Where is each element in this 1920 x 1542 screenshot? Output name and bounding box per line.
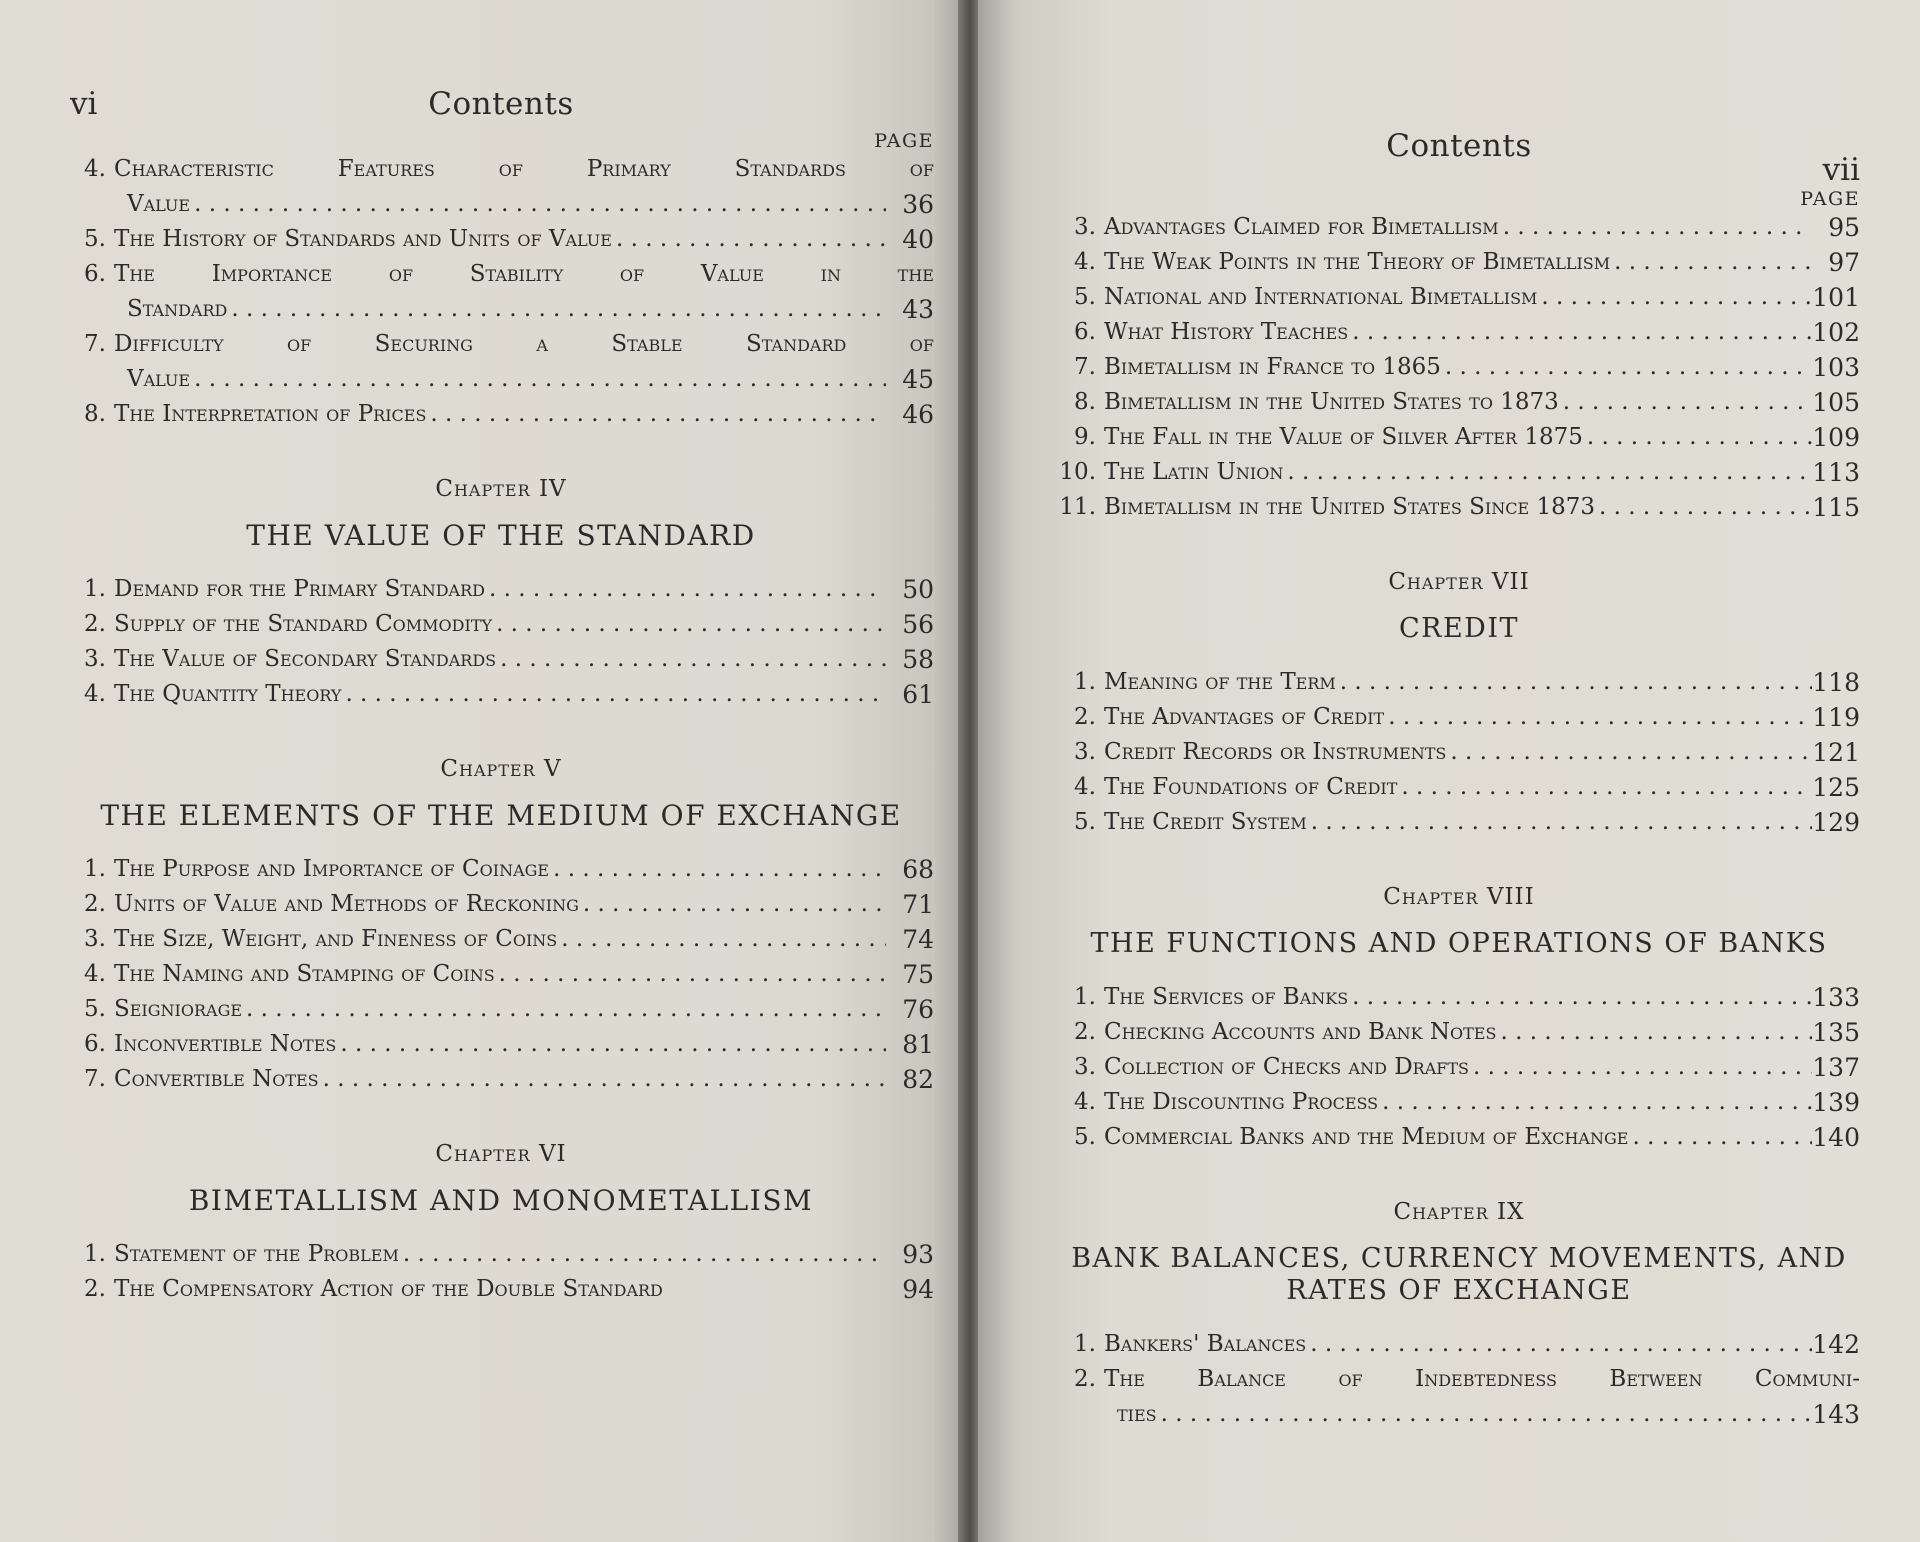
section-title: The Advantages of Credit [1104,704,1385,730]
dot-leader [1378,1085,1812,1120]
toc-entry-line [1058,700,1860,735]
section-title: Units of Value and Methods of Reckoning [114,891,579,917]
section-title: The Services of Banks [1104,984,1349,1010]
chapter-title: THE FUNCTIONS AND OPERATIONS OF BANKS [1090,928,1828,959]
section-title: Collection of Checks and Drafts [1104,1054,1470,1080]
section-title: The Naming and Stamping of Coins [114,961,495,987]
section-page: 133 [1812,983,1860,1012]
toc-entry [68,957,934,992]
toc-entry-line [1058,735,1860,770]
section-title: The Size, Weight, and Fineness of Coins [114,926,558,952]
toc-entry-line [1058,770,1860,805]
chapter-label: Chapter IV [435,476,567,502]
section-page: 94 [902,1275,934,1304]
page-number: vi [70,86,98,122]
section-page: 137 [1812,1053,1860,1082]
toc-entry-line [1058,665,1860,700]
section-page: 143 [1812,1400,1860,1429]
section-number: 4. [84,961,106,987]
section-page: 102 [1812,318,1860,347]
toc-entry [1058,665,1860,700]
toc-entry-second-line [68,362,934,397]
section-title: The History of Standards and Units of Value [114,226,612,252]
toc-entry-line [1058,315,1860,350]
section-title: Statement of the Problem [114,1241,399,1267]
toc-entry [68,1272,934,1307]
section-title: The Credit System [1104,809,1307,835]
dot-leader [341,677,886,712]
section-page: 113 [1812,458,1860,487]
dot-leader [1157,1397,1812,1432]
dot-leader [557,922,886,957]
section-title: Seigniorage [114,996,243,1022]
section-number: 6. [1074,319,1096,345]
dot-leader [1469,1050,1812,1085]
running-head: Contents [1386,128,1532,164]
section-page: 129 [1812,808,1860,837]
section-number: 2. [1074,1019,1096,1045]
toc-entry [1058,735,1860,770]
section-number: 2. [1074,704,1096,730]
section-title: The Importance of Stability of Value in the [114,261,934,287]
toc-entry-line [1058,1015,1860,1050]
section-number: 1. [1074,984,1096,1010]
section-page: 61 [902,680,934,709]
toc-entry-line [1058,805,1860,840]
section-page: 75 [902,960,934,989]
section-title: The Purpose and Importance of Coinage [114,856,550,882]
left-page-header [68,78,934,134]
section-number: 9. [1074,424,1096,450]
toc-entry-line [68,1062,934,1097]
toc-entry-line [1058,1327,1860,1362]
chapter-label: Chapter VI [435,1141,567,1167]
section-page: 139 [1812,1088,1860,1117]
section-number: 8. [84,401,106,427]
toc-entry [1058,1015,1860,1050]
toc-entry [1058,700,1860,735]
section-number: 1. [84,1241,106,1267]
section-number: 3. [84,926,106,952]
section-title: Advantages Claimed for Bimetallism [1104,214,1499,240]
toc-entry [1058,455,1860,490]
toc-entry [1058,1120,1860,1155]
toc-entry [68,1027,934,1062]
section-title: The Quantity Theory [114,681,342,707]
toc-entry [68,397,934,432]
section-page: 119 [1812,703,1860,732]
dot-leader [227,292,886,327]
dot-leader [1499,210,1812,245]
toc-entry-first-line [68,152,934,187]
section-title: Demand for the Primary Standard [114,576,485,602]
section-number: 6. [84,261,106,287]
section-number: 3. [1074,739,1096,765]
page-number: vii [1822,152,1860,188]
section-page: 56 [902,610,934,639]
toc-entry-first-line [1058,1362,1860,1397]
section-title: What History Teaches [1104,319,1349,345]
toc-entry [1058,420,1860,455]
toc-entry [68,152,934,222]
toc-entry [68,222,934,257]
toc-entry [68,887,934,922]
toc-entry [1058,210,1860,245]
dot-leader [1559,385,1812,420]
toc-entry-line [68,922,934,957]
toc-entry-line [68,1272,934,1307]
left-contents [68,152,934,1307]
chapter-title: THE ELEMENTS OF THE MEDIUM OF EXCHANGE [100,799,902,832]
dot-leader [549,852,886,887]
toc-entry [68,327,934,397]
dot-leader [426,397,886,432]
section-title: Checking Accounts and Bank Notes [1104,1019,1497,1045]
toc-entry [1058,1362,1860,1432]
toc-entry-line [68,642,934,677]
section-page: 121 [1812,738,1860,767]
section-title: Bimetallism in the United States Since 1873 [1104,494,1596,520]
section-number: 1. [1074,669,1096,695]
toc-entry-line [1058,245,1860,280]
section-title: The Latin Union [1104,459,1284,485]
section-title-continued: ties [1117,1401,1157,1427]
toc-entry [68,852,934,887]
dot-leader [485,572,886,607]
section-title: Bimetallism in France to 1865 [1104,354,1441,380]
dot-leader [1628,1120,1812,1155]
section-title-continued: Value [127,191,191,217]
section-title-continued: Value [127,366,191,392]
section-page: 135 [1812,1018,1860,1047]
section-number: 5. [84,996,106,1022]
section-title: Difficulty of Securing a Stable Standard of [114,331,934,357]
toc-entry [1058,315,1860,350]
section-number: 4. [1074,1089,1096,1115]
section-number: 2. [1074,1366,1096,1392]
section-page: 101 [1812,283,1860,312]
section-page: 76 [902,995,934,1024]
section-number: 5. [1074,809,1096,835]
section-page: 50 [902,575,934,604]
section-page: 40 [902,225,934,254]
dot-leader [579,887,886,922]
toc-entry-line [1058,980,1860,1015]
section-number: 5. [1074,1124,1096,1150]
section-number: 2. [84,891,106,917]
dot-leader [1283,455,1812,490]
toc-entry-line [68,222,934,257]
chapter-label: Chapter V [440,756,562,782]
section-number: 10. [1059,459,1096,485]
toc-entry [1058,770,1860,805]
section-page: 82 [902,1065,934,1094]
section-page: 115 [1812,493,1860,522]
dot-leader [1307,805,1812,840]
right-page [978,0,1920,1542]
section-number: 3. [1074,214,1096,240]
dot-leader [399,1237,886,1272]
toc-entry-line [1058,455,1860,490]
toc-entry [68,677,934,712]
toc-entry-first-line [68,327,934,362]
dot-leader [319,1062,886,1097]
chapter-title: THE VALUE OF THE STANDARD [246,519,756,552]
section-number: 4. [1074,249,1096,275]
section-title: Supply of the Standard Commodity [114,611,493,637]
section-number: 4. [84,156,106,182]
section-title-continued: Standard [127,296,228,322]
toc-entry-line [68,677,934,712]
section-title: Inconvertible Notes [114,1031,337,1057]
toc-entry-line [68,607,934,642]
section-page: 142 [1812,1330,1860,1359]
section-title: Convertible Notes [114,1066,319,1092]
toc-entry [1058,980,1860,1015]
right-contents [1058,210,1860,1432]
dot-leader [1348,315,1812,350]
dot-leader [1441,350,1812,385]
toc-entry-line [1058,385,1860,420]
chapter-title: BANK BALANCES, CURRENCY MOVEMENTS, AND RATES OF EXCHANGE [1071,1243,1847,1306]
section-page: 97 [1828,248,1860,277]
chapter-label: Chapter VII [1388,569,1530,595]
toc-entry-first-line [68,257,934,292]
section-page: 93 [902,1240,934,1269]
section-number: 2. [84,1276,106,1302]
toc-entry-line [68,397,934,432]
dot-leader [190,362,886,397]
toc-entry [1058,1085,1860,1120]
section-number: 6. [84,1031,106,1057]
section-title: The Compensatory Action of the Double Standard [114,1276,663,1302]
chapter-title: CREDIT [1398,613,1520,644]
section-title: Commercial Banks and the Medium of Exchange [1104,1124,1629,1150]
section-page: 43 [902,295,934,324]
section-page: 105 [1812,388,1860,417]
section-page: 46 [902,400,934,429]
section-number: 5. [1074,284,1096,310]
section-page: 58 [902,645,934,674]
section-number: 8. [1074,389,1096,415]
chapter-title: BIMETALLISM AND MONOMETALLISM [188,1184,814,1217]
section-number: 1. [84,856,106,882]
toc-entry-second-line [68,292,934,327]
dot-leader [495,957,886,992]
section-title: The Balance of Indebtedness Between Communi- [1104,1366,1860,1392]
toc-entry [1058,1050,1860,1085]
section-number: 5. [84,226,106,252]
section-page: 74 [902,925,934,954]
chapter-label: Chapter VIII [1383,884,1535,910]
toc-entry [68,642,934,677]
toc-entry-second-line [68,187,934,222]
toc-entry [68,1062,934,1097]
section-page: 71 [902,890,934,919]
dot-leader [242,992,886,1027]
section-title: The Interpretation of Prices [114,401,427,427]
dot-leader [1610,245,1812,280]
section-page: 81 [902,1030,934,1059]
toc-entry-line [1058,280,1860,315]
section-title: Bankers' Balances [1104,1331,1307,1357]
toc-entry-line [1058,1085,1860,1120]
dot-leader [492,607,886,642]
dot-leader [1336,665,1812,700]
section-page: 103 [1812,353,1860,382]
dot-leader [1348,980,1812,1015]
section-title: The Discounting Process [1104,1089,1379,1115]
section-number: 2. [84,611,106,637]
section-number: 1. [84,576,106,602]
dot-leader [336,1027,886,1062]
page-column-label: PAGE [874,130,934,152]
toc-entry-line [1058,1120,1860,1155]
section-title: Bimetallism in the United States to 1873 [1104,389,1559,415]
section-title: Characteristic Features of Primary Standards of [114,156,934,182]
dot-leader [612,222,886,257]
right-page-header [1058,128,1860,188]
section-title: The Fall in the Value of Silver After 1875 [1104,424,1583,450]
toc-entry-line [68,887,934,922]
toc-entry-second-line [1058,1397,1860,1432]
toc-entry-line [68,572,934,607]
toc-entry-line [1058,210,1860,245]
section-number: 7. [1074,354,1096,380]
section-page: 36 [902,190,934,219]
section-number: 11. [1059,494,1096,520]
section-number: 1. [1074,1331,1096,1357]
section-title: The Weak Points in the Theory of Bimetallism [1104,249,1611,275]
toc-entry [1058,385,1860,420]
toc-entry [1058,245,1860,280]
section-number: 7. [84,1066,106,1092]
toc-entry [1058,490,1860,525]
section-page: 118 [1812,668,1860,697]
toc-entry [68,572,934,607]
section-number: 3. [1074,1054,1096,1080]
toc-entry [68,992,934,1027]
section-title: The Foundations of Credit [1104,774,1398,800]
toc-entry [1058,350,1860,385]
section-page: 68 [902,855,934,884]
toc-entry [68,607,934,642]
dot-leader [1537,280,1812,315]
toc-entry-line [68,1237,934,1272]
chapter-label: Chapter IX [1393,1199,1525,1225]
toc-entry-line [1058,490,1860,525]
section-page: 109 [1812,423,1860,452]
toc-entry-line [68,852,934,887]
dot-leader [1384,700,1812,735]
toc-entry-line [1058,1050,1860,1085]
section-number: 7. [84,331,106,357]
section-page: 125 [1812,773,1860,802]
section-page: 45 [902,365,934,394]
toc-entry [1058,1327,1860,1362]
running-head: Contents [428,86,574,122]
toc-entry-line [1058,350,1860,385]
toc-entry [68,257,934,327]
toc-entry [68,922,934,957]
section-page: 95 [1828,213,1860,242]
page-column-label: PAGE [1800,188,1860,210]
toc-entry-line [68,992,934,1027]
dot-leader [1496,1015,1812,1050]
section-number: 4. [84,681,106,707]
toc-entry [1058,805,1860,840]
dot-leader [1446,735,1812,770]
section-number: 4. [1074,774,1096,800]
section-title: Credit Records or Instruments [1104,739,1447,765]
section-page: 140 [1812,1123,1860,1152]
dot-leader [496,642,886,677]
toc-entry-line [68,957,934,992]
toc-entry-line [68,1027,934,1062]
section-title: National and International Bimetallism [1104,284,1538,310]
toc-entry [1058,280,1860,315]
dot-leader [1595,490,1812,525]
section-title: Meaning of the Term [1104,669,1336,695]
dot-leader [190,187,886,222]
section-title: The Value of Secondary Standards [114,646,497,672]
dot-leader [1583,420,1812,455]
dot-leader [1397,770,1812,805]
toc-entry [68,1237,934,1272]
section-number: 3. [84,646,106,672]
toc-entry-line [1058,420,1860,455]
dot-leader [1306,1327,1812,1362]
